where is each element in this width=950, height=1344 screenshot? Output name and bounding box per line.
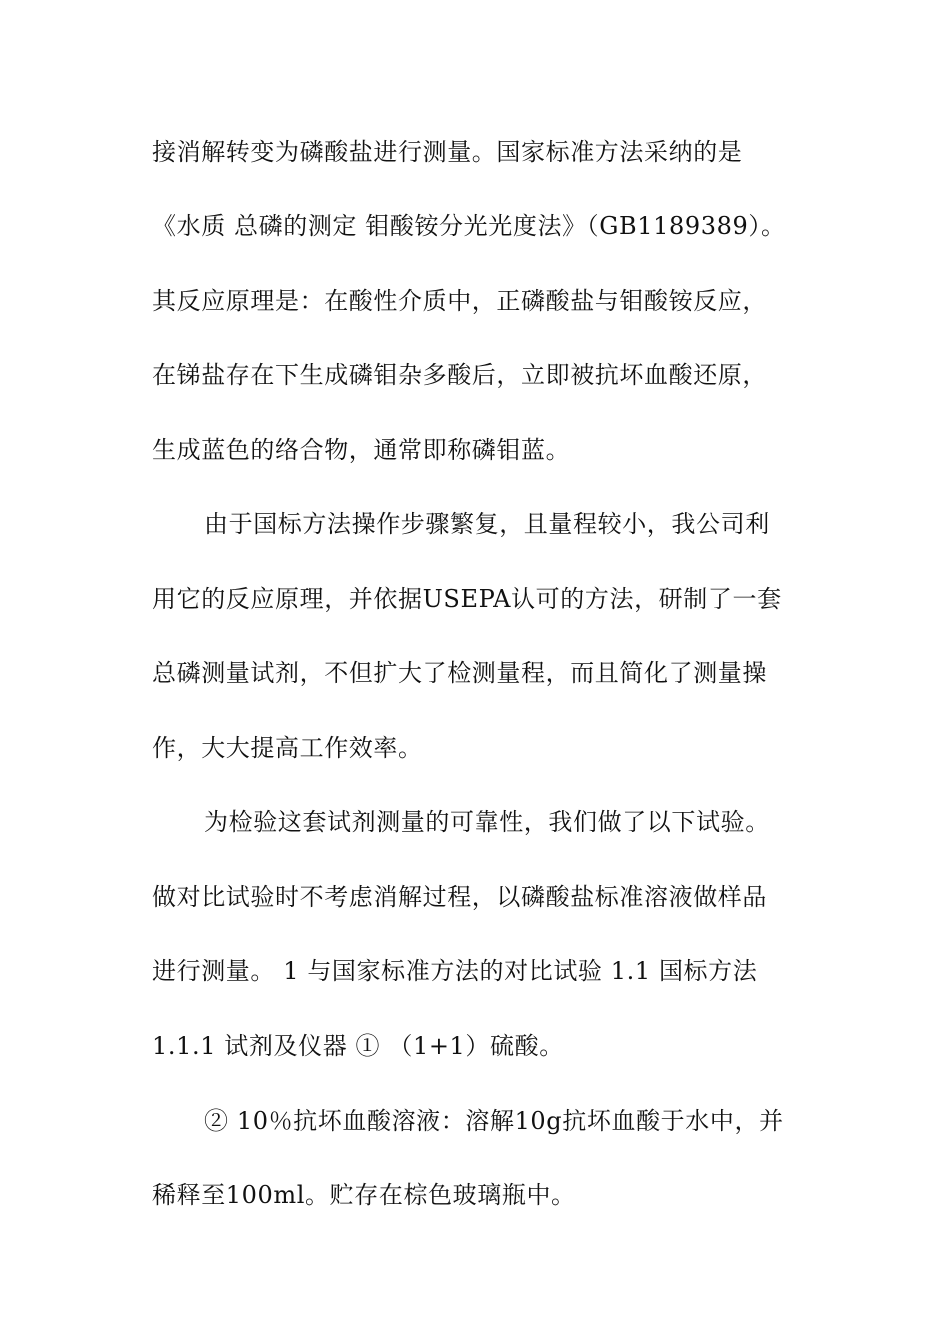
text-line: 《水质 总磷的测定 钼酸铵分光光度法》（GB1189389）。	[152, 212, 786, 240]
text-line: 用它的反应原理，并依据USEPA认可的方法，研制了一套	[152, 585, 782, 613]
text-line: 总磷测量试剂，不但扩大了检测量程，而且简化了测量操	[152, 659, 767, 687]
text-line: 其反应原理是：在酸性介质中，正磷酸盐与钼酸铵反应，	[152, 287, 767, 315]
text-line: 做对比试验时不考虑消解过程，以磷酸盐标准溶液做样品	[152, 883, 767, 911]
text-line: 生成蓝色的络合物，通常即称磷钼蓝。	[152, 436, 571, 464]
text-line: 1.1.1 试剂及仪器 ① （1+1）硫酸。	[152, 1032, 564, 1060]
text-line: 在锑盐存在下生成磷钼杂多酸后，立即被抗坏血酸还原，	[152, 361, 767, 389]
text-line: 稀释至100ml。贮存在棕色玻璃瓶中。	[152, 1181, 576, 1209]
text-line: 进行测量。 1 与国家标准方法的对比试验 1.1 国标方法	[152, 957, 758, 985]
paragraph-start-line: 为检验这套试剂测量的可靠性，我们做了以下试验。	[204, 808, 770, 836]
paragraph-start-line: ② 10％抗坏血酸溶液：溶解10g抗坏血酸于水中，并	[204, 1107, 784, 1135]
text-line: 作，大大提高工作效率。	[152, 734, 423, 762]
paragraph-start-line: 由于国标方法操作步骤繁复，且量程较小，我公司利	[204, 510, 770, 538]
text-line: 接消解转变为磷酸盐进行测量。国家标准方法采纳的是	[152, 138, 743, 166]
